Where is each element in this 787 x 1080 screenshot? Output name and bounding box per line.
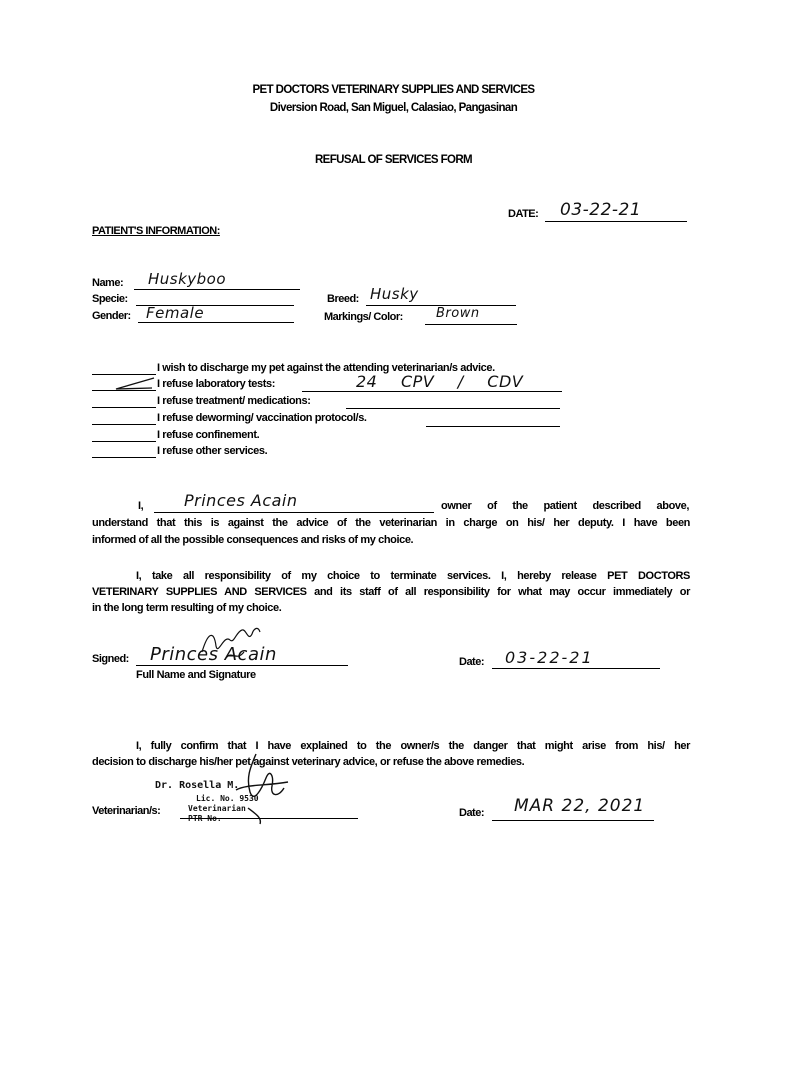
owner-date-label: Date: (459, 656, 485, 668)
date-label: DATE: (508, 208, 539, 220)
vet-date-label: Date: (459, 807, 485, 819)
option-2-label: I refuse laboratory tests: (157, 378, 275, 390)
vet-signature-line (180, 818, 358, 819)
statement2-line1: I, take all responsibility of my choice to terminate services. I, hereby release PET DOCTORS (136, 570, 690, 582)
company-name: PET DOCTORS VETERINARY SUPPLIES AND SERVICES (252, 84, 535, 96)
owner-signature-scribble (196, 622, 266, 666)
patient-section-title: PATIENT'S INFORMATION: (92, 225, 220, 237)
option-3-label: I refuse treatment/ medications: (157, 395, 311, 407)
signed-caption: Full Name and Signature (136, 669, 256, 681)
vet-date-value: MAR 22, 2021 (514, 796, 646, 816)
vet-stamp-ptr: PTR No. (188, 814, 222, 823)
date-value: 03-22-21 (560, 200, 642, 220)
statement1-line1: owner of the patient described above, (441, 500, 689, 512)
vet-signature-scribble (226, 748, 296, 826)
date-line (545, 221, 687, 222)
statement1-line2: understand that this is against the advice of the veterinarian in charge on his/ her deputy. I have been (92, 517, 690, 529)
statement1-prefix: I, (138, 500, 144, 512)
option-2-detail: 24 CPV / CDV (356, 372, 524, 391)
option-1-label: I wish to discharge my pet against the attending veterinarian/s advice. (157, 362, 495, 374)
gender-line (138, 322, 294, 323)
name-label: Name: (92, 277, 124, 289)
option-3-mark-line (92, 407, 156, 408)
company-address: Diversion Road, San Miguel, Calasiao, Pangasinan (269, 102, 518, 114)
checkmark-icon (108, 376, 158, 392)
option-6-label: I refuse other services. (157, 445, 268, 457)
gender-value: Female (146, 304, 205, 322)
statement2-line2: VETERINARY SUPPLIES AND SERVICES and its staff of all responsibility for what may occur immediately or (92, 586, 690, 598)
form-title: REFUSAL OF SERVICES FORM (314, 154, 473, 166)
vet-stamp-license: Lic. No. 9530 (196, 794, 259, 803)
signed-label: Signed: (92, 653, 129, 665)
breed-label: Breed: (327, 293, 359, 305)
option-4-mark-line (92, 424, 156, 425)
breed-value: Husky (370, 285, 419, 303)
markings-line (425, 324, 517, 325)
owner-name-value: Princes Acain (184, 491, 298, 510)
option-3-detail-line (346, 408, 560, 409)
owner-date-line (492, 668, 660, 669)
owner-name-line (154, 512, 434, 513)
option-4-label: I refuse deworming/ vaccination protocol/s. (157, 412, 367, 424)
name-line (134, 289, 300, 290)
statement3-line2: decision to discharge his/her pet against veterinary advice, or refuse the above remedies. (92, 756, 525, 768)
vet-date-line (492, 820, 654, 821)
option-5-mark-line (92, 441, 156, 442)
statement3-line1: I, fully confirm that I have explained to the owner/s the danger that might arise from his/ her (136, 740, 690, 752)
owner-date-value: 03-22-21 (505, 648, 594, 667)
option-6-mark-line (92, 457, 156, 458)
option-1-mark-line (92, 374, 156, 375)
vet-label: Veterinarian/s: (92, 805, 161, 817)
vet-stamp-role: Veterinarian (188, 804, 246, 813)
option-4-detail-line (426, 426, 560, 427)
gender-label: Gender: (92, 310, 131, 322)
name-value: Huskyboo (148, 270, 227, 288)
markings-label: Markings/ Color: (324, 311, 403, 323)
option-2-detail-line (302, 391, 562, 392)
statement1-line3: informed of all the possible consequences and risks of my choice. (92, 534, 414, 546)
signed-value: Princes Acain (150, 644, 277, 665)
option-5-label: I refuse confinement. (157, 429, 260, 441)
vet-stamp-name: Dr. Rosella M. (155, 780, 240, 791)
specie-label: Specie: (92, 293, 128, 305)
statement2-line3: in the long term resulting of my choice. (92, 602, 282, 614)
markings-value: Brown (436, 306, 480, 321)
